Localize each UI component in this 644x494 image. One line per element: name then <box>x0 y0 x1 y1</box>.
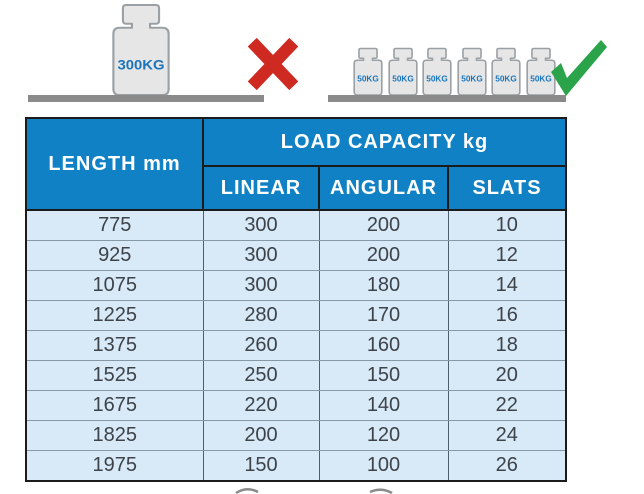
cell-angular: 170 <box>319 300 448 330</box>
table-row <box>26 210 566 240</box>
cell-slats: 20 <box>448 361 566 391</box>
cell-linear: 220 <box>203 391 319 421</box>
table-row <box>26 391 566 421</box>
cell-linear: 200 <box>203 421 319 451</box>
check-icon <box>549 39 609 97</box>
header-slats: SLATS <box>448 166 566 210</box>
table-row <box>26 451 566 481</box>
single-weight-label: 300KG <box>117 57 165 74</box>
header-load-capacity: LOAD CAPACITY kg <box>203 118 566 166</box>
small-weight-label: 50KG <box>529 74 552 84</box>
table-row <box>26 361 566 391</box>
cell-angular: 200 <box>319 240 448 270</box>
cell-length: 1975 <box>26 451 203 481</box>
single-300kg-weight-icon <box>107 2 175 97</box>
cell-length: 775 <box>26 210 203 240</box>
cell-linear: 300 <box>203 240 319 270</box>
cell-slats: 16 <box>448 300 566 330</box>
cell-slats: 26 <box>448 451 566 481</box>
cell-slats: 12 <box>448 240 566 270</box>
cell-linear: 300 <box>203 270 319 300</box>
small-weight-icon <box>351 47 385 96</box>
cell-angular: 140 <box>319 391 448 421</box>
small-weight-icon <box>455 47 489 96</box>
cell-angular: 180 <box>319 270 448 300</box>
cell-length: 1075 <box>26 270 203 300</box>
table-row <box>26 330 566 360</box>
cell-slats: 18 <box>448 330 566 360</box>
cell-linear: 150 <box>203 451 319 481</box>
cell-angular: 160 <box>319 330 448 360</box>
header-length: LENGTH mm <box>26 118 203 210</box>
table-row <box>26 421 566 451</box>
small-weight-label: 50KG <box>460 74 483 84</box>
small-weight-label: 50KG <box>391 74 414 84</box>
table-row <box>26 270 566 300</box>
cell-linear: 260 <box>203 330 319 360</box>
cell-length: 1375 <box>26 330 203 360</box>
cell-linear: 280 <box>203 300 319 330</box>
cell-slats: 24 <box>448 421 566 451</box>
cell-length: 1525 <box>26 361 203 391</box>
cell-angular: 150 <box>319 361 448 391</box>
small-weight-icon <box>420 47 454 96</box>
cell-linear: 250 <box>203 361 319 391</box>
small-weight-label: 50KG <box>357 74 379 84</box>
cell-slats: 10 <box>448 210 566 240</box>
cross-icon <box>247 37 299 91</box>
cell-angular: 120 <box>319 421 448 451</box>
header-linear: LINEAR <box>203 166 319 210</box>
cell-angular: 200 <box>319 210 448 240</box>
header-angular: ANGULAR <box>319 166 448 210</box>
cell-length: 925 <box>26 240 203 270</box>
cell-length: 1825 <box>26 421 203 451</box>
load-capacity-table <box>25 117 567 482</box>
small-weight-icon <box>489 47 523 96</box>
cell-slats: 22 <box>448 391 566 421</box>
table-row <box>26 240 566 270</box>
cell-length: 1675 <box>26 391 203 421</box>
small-weight-label: 50KG <box>495 74 517 84</box>
small-weight-icon <box>386 47 420 96</box>
left-platform <box>28 95 264 102</box>
table-row <box>26 300 566 330</box>
cutoff-graphic-fragments <box>0 482 644 494</box>
right-platform <box>328 95 566 102</box>
cell-linear: 300 <box>203 210 319 240</box>
cell-angular: 100 <box>319 451 448 481</box>
cell-length: 1225 <box>26 300 203 330</box>
small-weight-label: 50KG <box>426 74 448 84</box>
cell-slats: 14 <box>448 270 566 300</box>
